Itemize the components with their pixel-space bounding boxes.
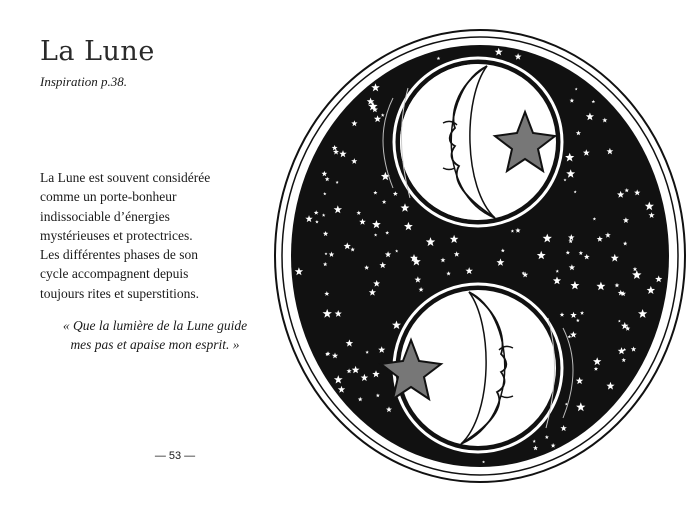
inspiration-reference: Inspiration p.38. [40, 74, 128, 89]
quote-line: « Que la lumière de la Lune guide [62, 318, 248, 333]
body-paragraph [40, 168, 270, 303]
page-title: La Lune [40, 36, 155, 67]
body-line: cycle accompagnent depuis [40, 266, 189, 282]
body-line: mystérieuses et protectrices. [40, 227, 193, 243]
body-line: comme un porte-bonheur [40, 189, 177, 205]
body-line: toujours rites et superstitions. [40, 285, 199, 301]
body-line: indissociable d’énergies [40, 208, 170, 224]
body-line: La Lune est souvent considérée [40, 170, 211, 185]
quote [40, 316, 270, 355]
quote-line: mes pas et apaise mon esprit. » [70, 337, 240, 353]
body-line: Les différentes phases de son [40, 247, 198, 263]
page-number: — 53 — [154, 450, 196, 462]
moon-illustration [273, 28, 688, 484]
